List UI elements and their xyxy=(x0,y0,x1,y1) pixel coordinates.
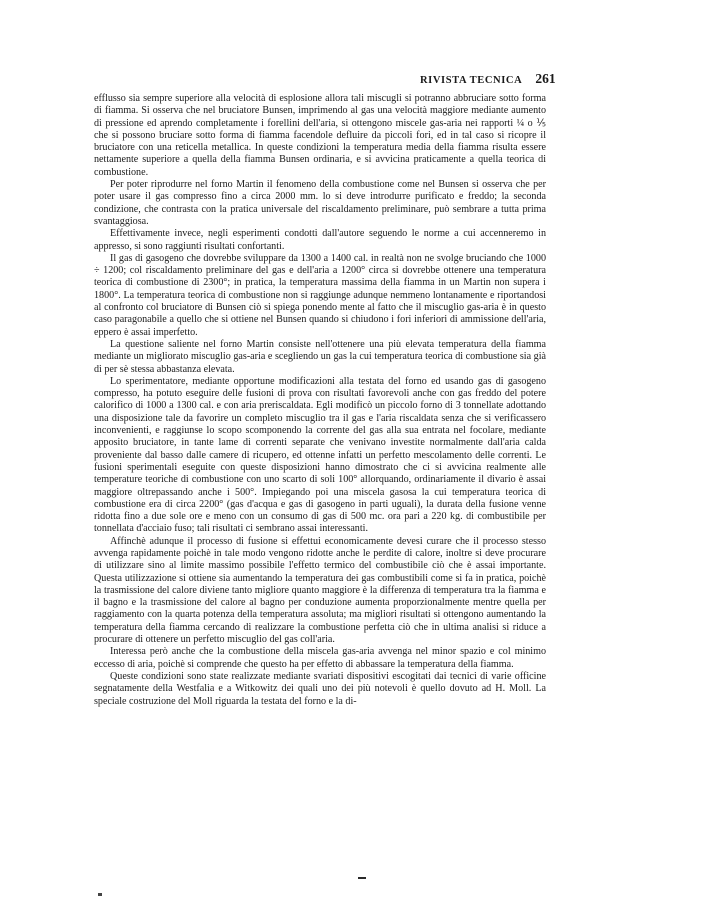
paragraph: Affinchè adunque il processo di fusione si effettui economicamente devesi curare che il processo stesso avvenga rapidamente poichè in tale modo vengono ridotte anche le perdite di calore, inoltre si deve procurare di utilizzare sino al limite massimo possibile l'effetto termico del combustibile ciò che è assai importante. Questa utilizzazione si ottiene sia aumentando la temperatura dei gas combustibili come si fa in pratica, poichè la trasmissione del calore diviene tanto migliore quanto maggiore è la differenza di temperatura tra la fiamma e il bagno e la trasmissione del calore al bagno per conduzione aumenta proporzionalmente mentre quella per raggiamento con la quarta potenza della temperatura assoluta; ma migliori risultati si ottengono aumentando la temperatura della fiamma cercando di realizzare la combustione perfetta ciò che in ultima analisi si riduce a procurare di ottenere un perfetto miscuglio del gas coll'aria. xyxy=(94,535,546,646)
page-number: 261 xyxy=(535,71,556,86)
paragraph: Queste condizioni sono state realizzate mediante svariati dispositivi escogitati dai tecnici di varie officine segnatamente della Westfalia e a Witkowitz dei quali uno dei più notevoli è quello dovuto ad H. Moll. La speciale costruzione del Moll riguarda la testata del forno e la di- xyxy=(94,670,546,707)
running-title: RIVISTA TECNICA xyxy=(420,75,523,86)
paragraph: efflusso sia sempre superiore alla velocità di esplosione allora tali miscugli si potranno abbruciare sotto forma di fiamma. Si osserva che nel bruciatore Bunsen, imprimendo al gas una velocità maggiore mediante aumento di pressione ed aprendo completamente i forellini dell'aria, si ottengono miscele gas-aria nei rapporti ¼ o ⅕ che si possono bruciare sotto forma di fiamma facendole defluire da piccoli fori, ed in tal caso si ricopre il bruciatore con una reticella metallica. In queste condizioni la temperatura media della fiamma risulta essere nettamente superiore a quella della fiamma Bunsen ordinaria, e si avvicina praticamente a quella teorica di combustione. xyxy=(94,93,546,178)
paragraph: Interessa però anche che la combustione della miscela gas-aria avvenga nel minor spazio e col minimo eccesso di aria, poichè si comprende che questo ha per effetto di abbassare la temperatura della fiamma. xyxy=(94,646,546,670)
paragraph: Effettivamente invece, negli esperimenti condotti dall'autore seguendo le norme a cui accenneremo in appresso, si sono raggiunti risultati confortanti. xyxy=(94,228,546,252)
body-text xyxy=(94,93,546,708)
paragraph: Per poter riprodurre nel forno Martin il fenomeno della combustione come nel Bunsen si osserva che per poter usare il gas compresso fino a circa 2000 mm. lo si deve introdurre purificato e freddo; la seconda condizione, che contrasta con la pratica universale del riscaldamento preliminare, può sembrare a tutta prima svantaggiosa. xyxy=(94,179,546,227)
running-header xyxy=(420,68,556,87)
paragraph: La questione saliente nel forno Martin consiste nell'ottenere una più elevata temperatura della fiamma mediante un migliorato miscuglio gas-aria e scegliendo un gas la cui temperatura teorica di combustione sia già di per sè stessa abbastanza elevata. xyxy=(94,338,546,375)
print-mark xyxy=(358,877,366,879)
paragraph: Il gas di gasogeno che dovrebbe sviluppare da 1300 a 1400 cal. in realtà non ne svolge bruciando che 1000 ÷ 1200; col riscaldamento preliminare del gas e dell'aria a 1200° circa si dovrebbe ottenere una temperatura teorica di combustione di 2300°; in pratica, la temperatura massima della fiamma in un Martin non supera i 1800°. La temperatura teorica di combustione non si raggiunge adunque nemmeno lontanamente e riportandosi al confronto col bruciatore di Bunsen ciò si spiega ponendo mente al fatto che il miscuglio gas-aria è in questo caso paragonabile a quello che si ottiene nel Bunsen quando si chiudono i fori inferiori di ammissione dell'aria, eppero è assai imperfetto. xyxy=(94,252,546,338)
scan-artifact xyxy=(98,893,102,896)
paragraph: Lo sperimentatore, mediante opportune modificazioni alla testata del forno ed usando gas di gasogeno compresso, ha potuto eseguire delle fusioni di prova con risultati favorevoli anche con gas freddo del potere calorifico di 1000 a 1300 cal. e con aria preriscaldata. Egli modificò un piccolo forno di 3 tonnellate adottando una disposizione tale da favorire un completo miscuglio tra il gas e l'aria riscaldata senza che si verificassero inconvenienti, e raggiunse lo scopo scomponendo la corrente del gas alla sua entrata nel focolare, mediante apposito bruciatore, in tante lame di correnti separate che venivano investite normalmente dall'aria calda proveniente dal basso dalle camere di ricupero, ed ottenne infatti un perfetto mescolamento delle correnti. Le fusioni sperimentali eseguite con queste disposizioni hanno dimostrato che ci si avvicina realmente alle temperature teoriche di combustione con uno scarto di soli 100° allorquando, ordinariamente il divario è assai maggiore oltrepassando anche i 500°. Impiegando poi una miscela gasosa la cui temperatura teorica di combustione era di circa 2200° (gas d'acqua e gas di gasogeno in parti uguali), la durata della fusione venne ridotta fino a due sole ore e meno con un consumo di gas di 500 mc. ora pari a 220 kg. di combustibile per tonnellata d'acciaio fuso; tali risultati ci sembrano assai interessanti. xyxy=(94,375,546,535)
